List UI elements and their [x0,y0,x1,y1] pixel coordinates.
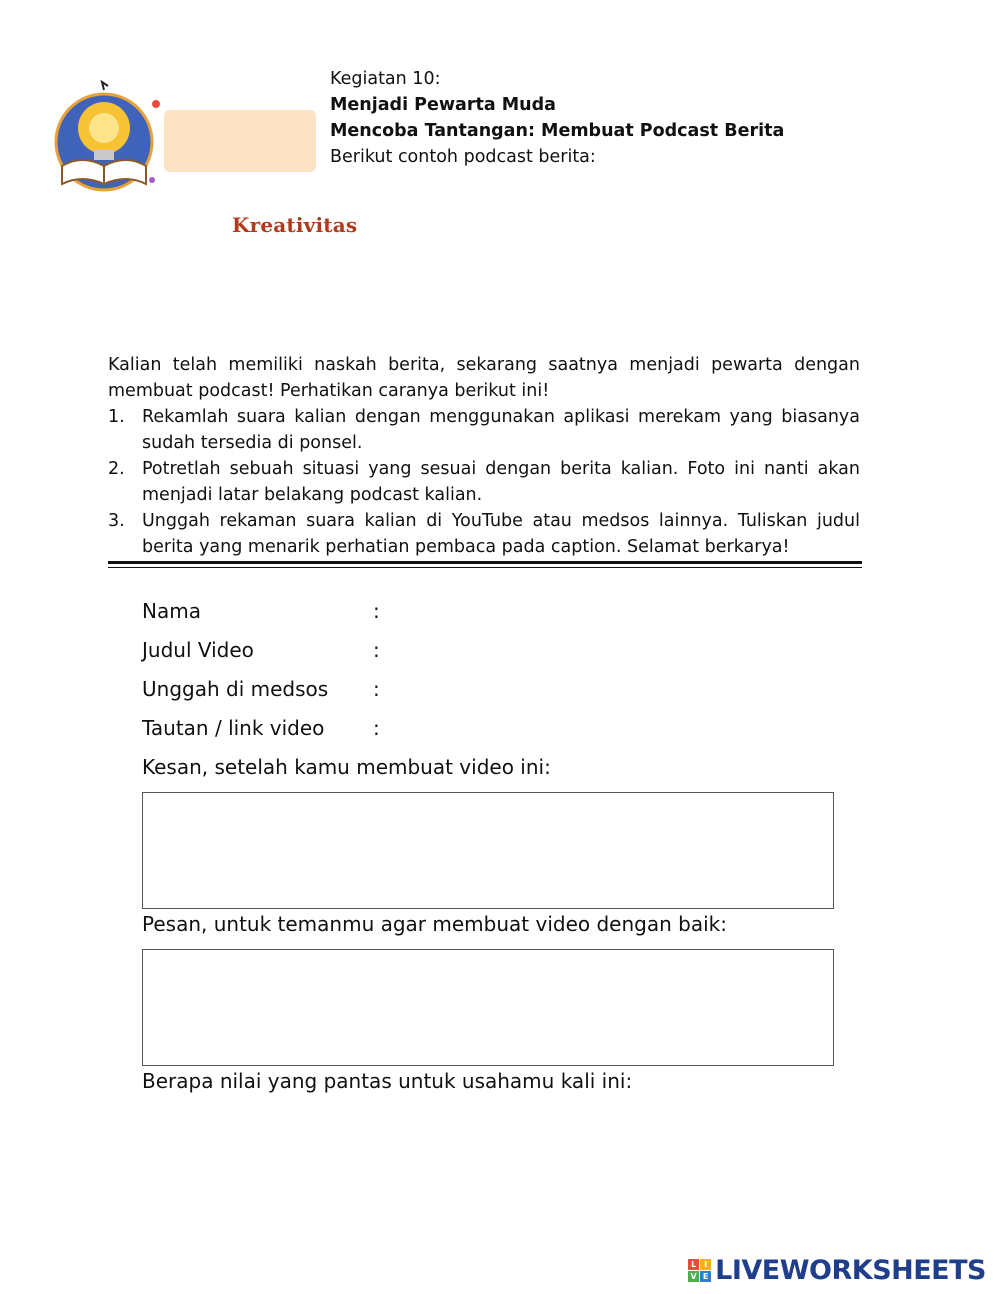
field-label-video-title: Judul Video [142,638,254,662]
score-label: Berapa nilai yang pantas untuk usahamu kali ini: [142,1069,633,1093]
watermark-text: LIVEWORKSHEETS [715,1254,986,1286]
logo-tile: E [700,1271,711,1282]
logo-label: Kreativitas [232,213,358,237]
field-colon: : [373,716,380,740]
impression-answer-box[interactable] [142,792,834,909]
liveworksheets-logo-icon [688,1259,711,1282]
field-label-video-link: Tautan / link video [142,716,325,740]
step-number: 3. [108,511,125,531]
field-label-social-media: Unggah di medsos [142,677,329,701]
field-colon: : [373,677,380,701]
instructions-intro: Kalian telah memiliki naskah berita, sekarang saatnya menjadi pewarta dengan membuat podcast! Perhatikan caranya berikut ini! [108,355,860,401]
step-text: Unggah rekaman suara kalian di YouTube atau medsos lainnya. Tuliskan judul berita yang menarik perhatian pembaca pada caption. Selamat berkarya! [142,511,860,557]
step-number: 1. [108,407,125,427]
activity-title: Menjadi Pewarta Muda [330,95,556,115]
logo-tile: V [688,1271,699,1282]
example-intro: Berikut contoh podcast berita: [330,147,596,167]
liveworksheets-watermark [688,1253,986,1287]
activity-subtitle: Mencoba Tantangan: Membuat Podcast Berita [330,121,785,141]
message-label: Pesan, untuk temanmu agar membuat video dengan baik: [142,912,727,936]
step-item [108,508,860,560]
step-number: 2. [108,459,125,479]
step-text: Potretlah sebuah situasi yang sesuai dengan berita kalian. Foto ini nanti akan menjadi latar belakang podcast kalian. [142,459,860,505]
divider-thick [108,561,862,564]
step-text: Rekamlah suara kalian dengan menggunakan aplikasi merekam yang biasanya sudah tersedia di ponsel. [142,407,860,453]
impression-label: Kesan, setelah kamu membuat video ini: [142,755,551,779]
instruction-steps [108,404,860,560]
message-answer-box[interactable] [142,949,834,1066]
kreativitas-logo [52,80,358,237]
field-colon: : [373,638,380,662]
lightbulb-book-illustration [52,80,320,200]
field-colon: : [373,599,380,623]
logo-tile: L [688,1259,699,1270]
divider-thin [108,567,862,568]
step-item [108,456,860,508]
activity-number: Kegiatan 10: [330,69,441,89]
step-item [108,404,860,456]
logo-tile: I [700,1259,711,1270]
field-label-name: Nama [142,599,201,623]
